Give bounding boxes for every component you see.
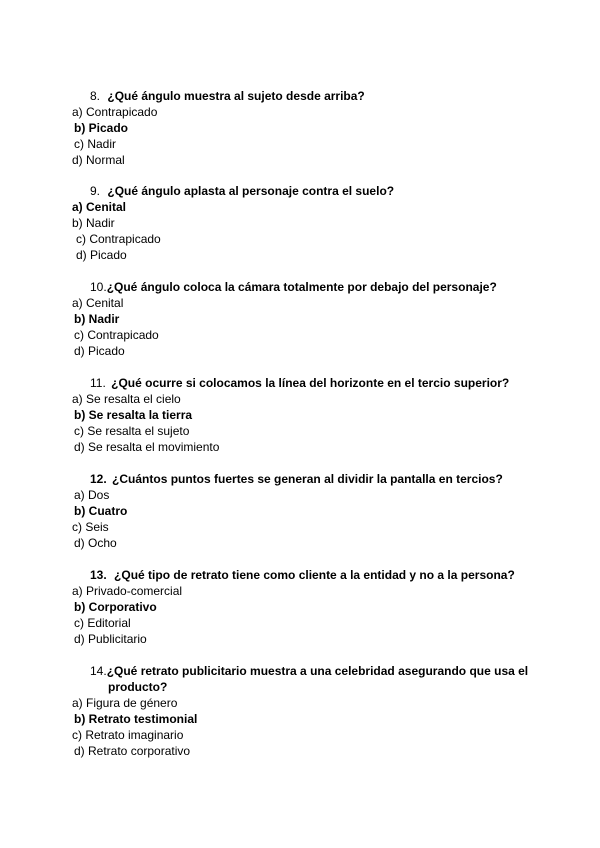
question-number: 13.: [90, 568, 107, 582]
option-c: c) Editorial: [74, 616, 131, 630]
answer-options: [72, 487, 552, 551]
option-b-correct: b) Cuatro: [74, 504, 128, 518]
answer-options: [72, 199, 552, 263]
question-number: 11.: [90, 376, 106, 390]
question-text: [72, 88, 552, 104]
option-d: d) Publicitario: [74, 632, 147, 646]
option-d: d) Retrato corporativo: [74, 744, 191, 758]
question-text: [72, 375, 552, 391]
question-14: [72, 663, 552, 759]
question-text: [72, 279, 552, 295]
question-prompt: ¿Qué retrato publicitario muestra a una celebridad asegurando que usa el producto?: [106, 664, 529, 694]
question-number: 9.: [90, 184, 101, 198]
question-prompt: ¿Qué ángulo muestra al sujeto desde arriba?: [107, 89, 365, 103]
question-12: [72, 471, 552, 551]
option-c: c) Contrapicado: [76, 232, 161, 246]
question-text: [72, 663, 552, 695]
question-8: [72, 88, 552, 168]
question-prompt: ¿Cuántos puntos fuertes se generan al dividir la pantalla en tercios?: [112, 472, 503, 486]
question-text: [72, 567, 552, 583]
option-a: a) Privado-comercial: [72, 584, 183, 598]
option-c: c) Retrato imaginario: [72, 728, 184, 742]
question-prompt: ¿Qué ángulo coloca la cámara totalmente por debajo del personaje?: [106, 280, 497, 294]
option-a: a) Cenital: [72, 296, 124, 310]
question-10: [72, 279, 552, 359]
option-a: a) Dos: [74, 488, 110, 502]
option-b-correct: b) Nadir: [74, 312, 120, 326]
option-c: c) Se resalta el sujeto: [74, 424, 190, 438]
answer-options: [72, 695, 552, 759]
option-c: c) Contrapicado: [74, 328, 159, 342]
option-b: b) Nadir: [72, 216, 115, 230]
answer-options: [72, 104, 552, 168]
option-b-correct: b) Retrato testimonial: [74, 712, 198, 726]
option-b-correct: b) Corporativo: [74, 600, 157, 614]
option-a: a) Contrapicado: [72, 105, 158, 119]
option-a-correct: a) Cenital: [72, 200, 127, 214]
question-prompt: ¿Qué ángulo aplasta al personaje contra el suelo?: [107, 184, 395, 198]
option-c: c) Nadir: [74, 137, 117, 151]
option-d: d) Se resalta el movimiento: [74, 440, 220, 454]
question-number: 10.: [90, 280, 107, 294]
question-number: 12.: [90, 472, 107, 486]
option-d: d) Picado: [74, 344, 125, 358]
question-text: [72, 471, 552, 487]
option-b-correct: b) Se resalta la tierra: [74, 408, 193, 422]
option-a: a) Figura de género: [72, 696, 178, 710]
answer-options: [72, 391, 552, 455]
answer-options: [72, 583, 552, 647]
question-text: [72, 183, 552, 199]
option-d: d) Ocho: [74, 536, 117, 550]
question-11: [72, 375, 552, 455]
option-c: c) Seis: [72, 520, 109, 534]
question-number: 8.: [90, 89, 101, 103]
question-13: [72, 567, 552, 647]
option-d: d) Normal: [72, 153, 125, 167]
question-9: [72, 183, 552, 263]
question-prompt: ¿Qué tipo de retrato tiene como cliente a la entidad y no a la persona?: [114, 568, 515, 582]
answer-options: [72, 295, 552, 359]
option-a: a) Se resalta el cielo: [72, 392, 181, 406]
option-b-correct: b) Picado: [74, 121, 129, 135]
question-number: 14.: [90, 664, 107, 678]
question-prompt: ¿Qué ocurre si colocamos la línea del horizonte en el tercio superior?: [111, 376, 510, 390]
option-d: d) Picado: [76, 248, 127, 262]
